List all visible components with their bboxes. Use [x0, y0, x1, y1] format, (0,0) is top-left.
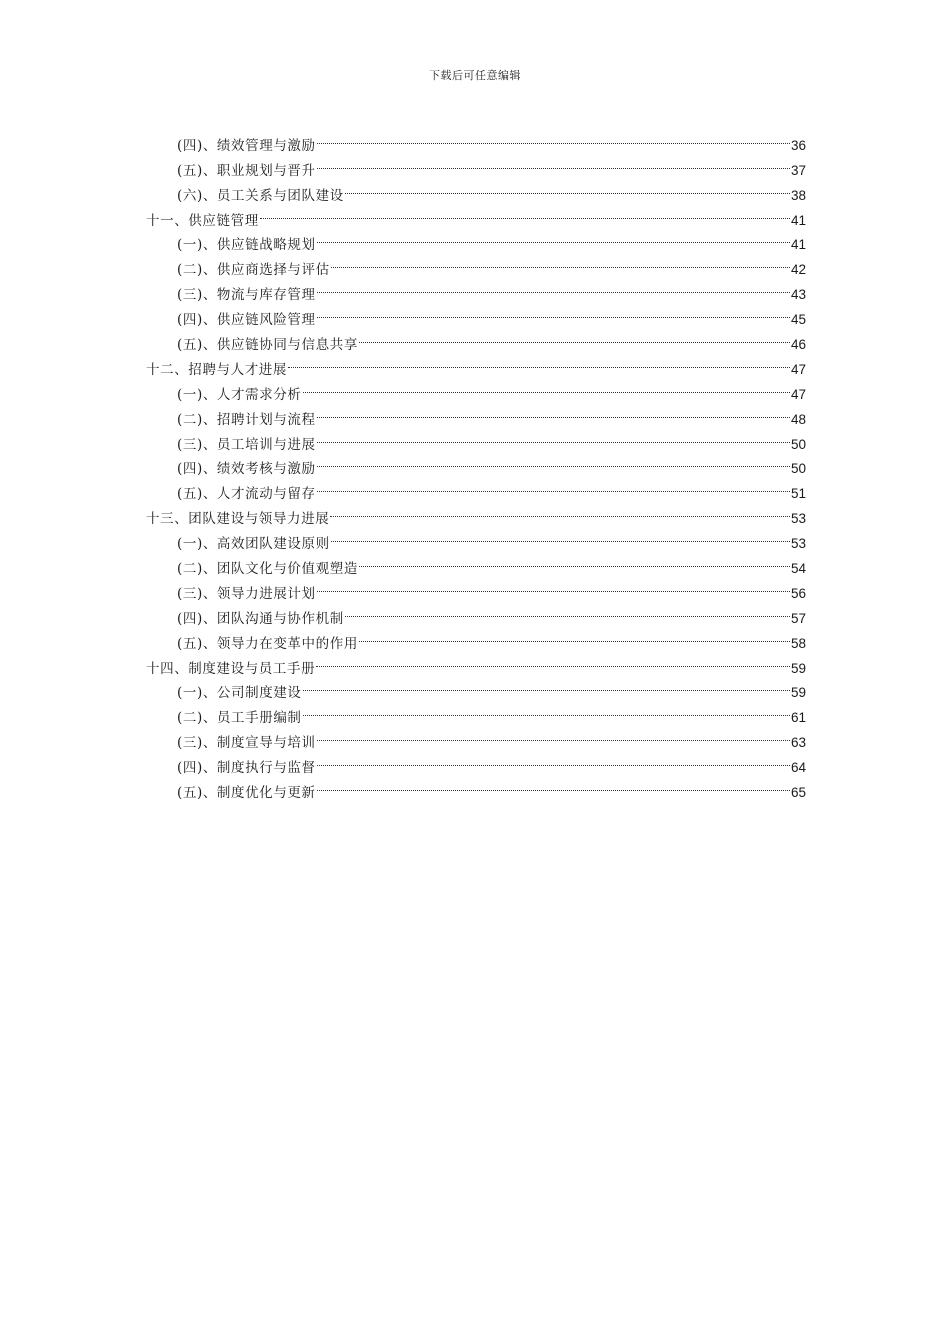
toc-dot-leader	[345, 598, 790, 623]
toc-dot-leader	[317, 772, 790, 797]
toc-entry-title: (三)、物流与库存管理	[177, 287, 316, 304]
toc-entry-page: 36	[790, 137, 806, 153]
page-header: 下载后可任意编辑	[429, 69, 521, 82]
toc-entry-title: (五)、供应链协同与信息共享	[177, 337, 358, 354]
toc-entry-page: 48	[790, 411, 806, 427]
table-of-contents	[146, 125, 806, 802]
toc-dot-leader	[288, 349, 790, 374]
toc-entry-page: 45	[790, 312, 806, 328]
toc-entry-title: (四)、制度执行与监督	[177, 760, 316, 777]
toc-entry-title: (三)、员工培训与进展	[177, 436, 316, 453]
toc-dot-leader	[303, 673, 790, 698]
toc-dot-leader	[317, 573, 790, 598]
toc-entry[interactable]	[146, 125, 806, 154]
toc-dot-leader	[359, 548, 790, 573]
toc-dot-leader	[317, 747, 790, 772]
toc-entry-page: 37	[790, 162, 806, 178]
toc-dot-leader	[359, 623, 790, 648]
toc-entry-title: (二)、供应商选择与评估	[177, 262, 330, 279]
toc-entry-page: 64	[790, 760, 806, 776]
toc-entry-title: (四)、团队沟通与协作机制	[177, 610, 344, 627]
toc-dot-leader	[260, 200, 790, 225]
toc-dot-leader	[317, 424, 790, 449]
toc-entry-title: 十一、供应链管理	[146, 212, 259, 229]
toc-entry-title: (六)、员工关系与团队建设	[177, 187, 344, 204]
toc-entry-page: 57	[790, 610, 806, 626]
toc-entry-page: 38	[790, 187, 806, 203]
toc-entry-page: 53	[790, 536, 806, 552]
toc-entry-page: 43	[790, 287, 806, 303]
toc-entry-page: 47	[790, 361, 806, 377]
toc-entry-title: (一)、供应链战略规划	[177, 237, 316, 254]
toc-entry-title: (五)、职业规划与晋升	[177, 162, 316, 179]
toc-dot-leader	[345, 175, 790, 200]
toc-entry-title: (一)、公司制度建设	[177, 685, 302, 702]
toc-dot-leader	[317, 225, 790, 250]
toc-dot-leader	[317, 150, 790, 175]
toc-dot-leader	[317, 449, 790, 474]
toc-entry-title: (二)、团队文化与价值观塑造	[177, 561, 358, 578]
toc-entry-page: 53	[790, 511, 806, 527]
toc-entry-title: 十四、制度建设与员工手册	[146, 660, 316, 677]
toc-dot-leader	[317, 299, 790, 324]
toc-dot-leader	[303, 697, 790, 722]
toc-entry-page: 41	[790, 237, 806, 253]
toc-entry-page: 42	[790, 262, 806, 278]
toc-entry-page: 58	[790, 635, 806, 651]
toc-entry-page: 41	[790, 212, 806, 228]
toc-dot-leader	[317, 722, 790, 747]
toc-entry-title: (二)、招聘计划与流程	[177, 411, 316, 428]
toc-entry-title: (五)、人才流动与留存	[177, 486, 316, 503]
toc-entry-title: (四)、绩效考核与激励	[177, 461, 316, 478]
toc-dot-leader	[330, 498, 790, 523]
toc-entry-page: 46	[790, 337, 806, 353]
toc-dot-leader	[359, 324, 790, 349]
toc-entry-page: 59	[790, 660, 806, 676]
toc-dot-leader	[317, 125, 790, 150]
toc-dot-leader	[317, 473, 790, 498]
toc-entry-page: 51	[790, 486, 806, 502]
toc-entry-title: (四)、供应链风险管理	[177, 312, 316, 329]
toc-entry-title: (五)、领导力在变革中的作用	[177, 635, 358, 652]
toc-dot-leader	[331, 523, 790, 548]
toc-entry-title: (二)、员工手册编制	[177, 710, 302, 727]
toc-entry-title: (三)、领导力进展计划	[177, 585, 316, 602]
toc-entry-page: 56	[790, 585, 806, 601]
toc-entry-page: 50	[790, 461, 806, 477]
toc-entry-title: (一)、高效团队建设原则	[177, 536, 330, 553]
toc-entry-page: 61	[790, 710, 806, 726]
toc-dot-leader	[303, 374, 790, 399]
toc-entry-page: 65	[790, 785, 806, 801]
toc-entry-page: 50	[790, 436, 806, 452]
toc-entry-page: 54	[790, 561, 806, 577]
toc-dot-leader	[331, 249, 790, 274]
toc-dot-leader	[317, 274, 790, 299]
toc-entry-title: (四)、绩效管理与激励	[177, 137, 316, 154]
toc-dot-leader	[317, 399, 790, 424]
toc-entry-title: (三)、制度宣导与培训	[177, 735, 316, 752]
toc-entry-page: 47	[790, 386, 806, 402]
toc-entry-title: (一)、人才需求分析	[177, 386, 302, 403]
toc-entry-page: 63	[790, 735, 806, 751]
toc-entry-title: 十三、团队建设与领导力进展	[146, 511, 330, 528]
toc-entry-title: (五)、制度优化与更新	[177, 785, 316, 802]
toc-entry-page: 59	[790, 685, 806, 701]
toc-dot-leader	[316, 648, 790, 673]
toc-entry-title: 十二、招聘与人才进展	[146, 361, 287, 378]
